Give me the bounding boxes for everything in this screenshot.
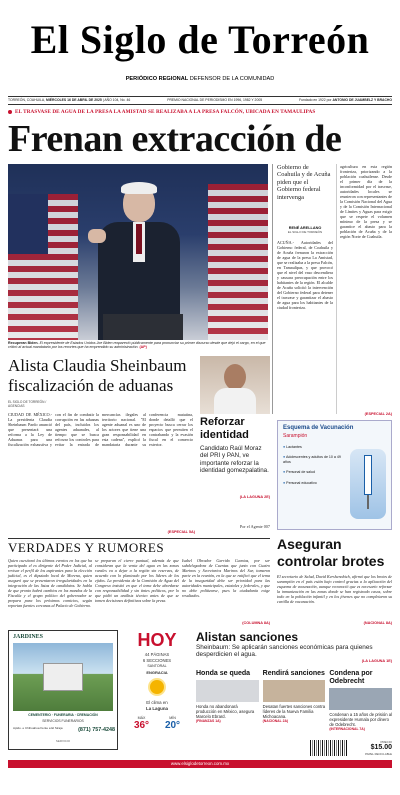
verdades-col-1: Quien cuestionó los últimos eventos en los que ha participado el ex dirigente del Poder Judicial, al revisar el perfil de los aspirantes para la elección judicial, es el diputado local de Morena, quien aseguró que se presentaron irregularidades en la integración de las listas de candidatos. Se habla de que pronto habrá cambios en los mandos de la Fiscalía y el grupo político del gobernador se prepara para los próximos comicios, según reportan fuentes cercanas al Palacio de Gobierno.	[8, 558, 92, 608]
reforzar-body: Candidato Raúl Moraz del PRI y PAN, ve importante reforzar la identidad gomezpalatina.	[200, 445, 269, 475]
sanciones-box	[196, 630, 392, 666]
dateline-edition: AÑO 104, No. 46	[104, 98, 131, 102]
teasers-row	[196, 670, 392, 748]
photo-caption	[8, 341, 268, 353]
lead-body-1: ACUÑA.- Autoridades del Gobierno federal, de Coahuila y de Acuña frenaron la extracción de agua de la presa La Amistad, que se realizaba a la presa Falcón, en Tamaulipas, y que provocó que el nivel del vaso descendiera y causara preocupación entre los habitantes de la región. El alcalde de Acuña solicitó la intervención del Gobierno federal para detener el trasvase y garantizar el abasto de agua para los habitantes de la ciudad fronteriza.	[277, 240, 333, 310]
vacunacion-item: ● Adolescentes y adultos de 10 a 49 años	[283, 455, 341, 464]
sanciones-jump: (LA LAGUNA 1E)	[361, 658, 392, 663]
seguridad-jump: (NACIONAL 8A)	[363, 621, 392, 625]
dateline-founder-prefix: Fundado en 1922 por	[299, 98, 332, 102]
barcode-icon	[310, 740, 348, 756]
lead-byline: RENÉ ARELLANO	[288, 226, 322, 230]
teaser-body: Desatan fuertes sanciones contra líderes de la Nueva Familia Michoacana.	[262, 704, 326, 719]
vacunacion-box	[277, 420, 392, 530]
vaccine-illustration-icon	[350, 449, 386, 519]
sheinbaum-jump: (ESPECIAL 5A)	[167, 530, 195, 534]
footer-url[interactable]: www.elsiglodetorreon.com.mx	[170, 761, 230, 766]
hoy-max-value: 36°	[133, 720, 150, 731]
ad-jardines-line2: SERVICIOS FUNERARIOS	[42, 719, 84, 723]
hoy-weather-label: El clima en	[146, 700, 168, 705]
teaser-image	[263, 680, 326, 702]
biden-photo	[8, 164, 268, 340]
main-headline: Frenan extracción de	[8, 118, 342, 160]
dateline-founder	[299, 97, 392, 104]
masthead-subtitle	[0, 76, 400, 82]
lead-col-divider	[336, 164, 337, 414]
sheinbaum-body-text: CIUDAD DE MÉXICO.- La presidenta Claudia Sheinbaum Pardo anunció que presentará una reforma a la Ley de Aduanas para una fiscalización exhaustiva y con el fin de combatir la corrupción en las aduanas del país, incluidos los agentes aduanales, al tiempo que se busca reforzar los controles para evitar la entrada de mercancías ilegales al territorio nacional. "El agente aduanal es uno de los actores que tiene una gran responsabilidad en esta cadena", explicó la mandataria durante su conferencia matutina, donde detalló que el proyecto busca cerrar los espacios que permiten el contrabando y la evasión fiscal en el comercio exterior.	[8, 412, 193, 447]
ad-jardines-image	[13, 643, 113, 711]
hoy-saint: ENGRACIA	[146, 670, 168, 675]
podium	[103, 314, 183, 340]
kicker	[8, 107, 392, 117]
hoy-min	[165, 716, 180, 731]
flag-stars-left	[8, 194, 48, 254]
sheinbaum-byline: EL SIGLO DE TORREÓN / AGENCIAS	[8, 400, 47, 408]
photo-caption-bold: Recuperan Biden.	[8, 341, 39, 345]
price-note: PAPEL RECICLABLE	[365, 752, 392, 756]
footer-bar	[8, 760, 392, 768]
verdades-top-rule	[8, 538, 270, 539]
dateline	[8, 97, 392, 104]
price-box	[352, 740, 392, 758]
lead-divider	[272, 164, 273, 414]
hoy-note: SANTORAL	[147, 664, 167, 668]
kicker-text: EL TRASVASE DE AGUA DE LA PRESA LA AMISTAD SE REALIZABA A LA PRESA FALCÓN, UBICADA EN TAMAULIPAS	[15, 109, 316, 115]
reforzar-jump: (LA LAGUNA 2E)	[239, 495, 270, 499]
teaser-body: Honda no abandonará producción en México, asegura Marcelo Ebrard.	[196, 704, 255, 719]
kicker-bullet-icon	[8, 110, 12, 114]
ad-jardines-line1: CEMENTERIO · FUNERARIA · CREMACIÓN	[28, 713, 98, 717]
verdades-col-3: Isabel Obrador Garrido Cuentas, por ser subdelegadora de Cuentas que junto con Cuatro Marinos y Secretarios Marinos del Sur, tomaron parte en la reunión, en la que se ratificó que el tema de la inseguridad debe ser prioridad para las autoridades municipales, estatales y federales, y que no debe politizarse, pues la ciudadanía exige resultados.	[182, 558, 270, 598]
sheinbaum-body	[8, 412, 193, 530]
teaser-jump: (FINANZAS 1A)	[196, 719, 221, 723]
masthead	[0, 0, 400, 96]
verdades-jump: (COLUMNA 8A)	[242, 621, 270, 625]
hoy-title: HOY	[137, 630, 177, 650]
reforzar-credit: Por el Agente 007	[239, 524, 270, 529]
sanciones-body: Sheinbaum: Se aplicarán sanciones económicas para quienes desperdicien el agua.	[196, 644, 373, 659]
lead-body-2: agricultura en esta región fronteriza, priorizando a la población coahuilense. Desde el primer día de la inconformidad por el trasvase, autoridades locales se reunieron con representantes de la Comisión Nacional del Agua y de la Comisión Internacional de Límites y Aguas para exigir que se respete el volumen mínimo de la presa y se garantice el abasto para la población de Acuña y de la región Norte de Coahuila.	[340, 164, 392, 239]
ad-jardines-extra: SERVICIO	[55, 739, 71, 743]
teaser-title: Condena por Odebrecht	[329, 670, 373, 685]
dateline-prize: PREMIO NACIONAL DE PERIODISMO EN 1996, 1982 Y 2005	[167, 98, 263, 102]
teaser-odebrecht[interactable]	[329, 670, 392, 748]
hoy-temps	[126, 716, 188, 731]
teaser-jump: (INTERNACIONAL 7A)	[329, 727, 365, 731]
teaser-honda[interactable]	[196, 670, 259, 748]
dateline-bottom-rule	[8, 104, 392, 105]
dateline-founder-name: ANTONIO DE JUAMBELZ Y BRACHO	[332, 98, 392, 102]
vacunacion-item: ● Lactantes	[283, 445, 302, 449]
lead-byline-role: EL SIGLO DE TORREÓN	[287, 230, 323, 234]
sanciones-headline: Alistan sanciones	[196, 630, 299, 644]
vacunacion-subtitle: Sarampión	[283, 433, 308, 439]
masthead-subtitle-rest: DEFENSOR DE LA COMUNIDAD	[189, 76, 275, 82]
photo-caption-text: El expresidente de Estados Unidos Joe Biden reapareció públicamente para pronunciar su primer discurso desde que dejó el cargo, en el que criticó al actual mandatario por los recortes que ha emprendido su administración.	[8, 341, 266, 350]
hoy-weather-place: La Laguna	[146, 706, 168, 711]
vacunacion-item: ● Personal de salud	[283, 470, 315, 475]
vacunacion-item: ● Personal educativo	[283, 480, 317, 485]
teaser-sanciones[interactable]	[263, 670, 326, 748]
seguridad-body: El secretario de Salud, David Kershenobich, afirmó que los brotes de sarampión en el país están bajo control gracias a la aplicación del esquema de vacunación, aunque reconoció que es necesario reforzar la inmunización en las zonas donde se han registrado casos, sobre todo en la población infantil y en los jóvenes que no completaron su cartilla de vacunación.	[277, 574, 392, 604]
seguridad-headline: Aseguran controlar brotes	[277, 536, 385, 569]
teaser-image	[196, 680, 259, 702]
teaser-image	[329, 688, 392, 710]
teaser-title: Rendirá sanciones	[262, 670, 325, 677]
ad-jardines-phone: (871) 757-4248	[78, 727, 115, 733]
teaser-title: Honda se queda	[196, 670, 251, 677]
hoy-box	[124, 630, 190, 750]
hoy-min-label: MÍN	[169, 716, 176, 720]
verdades-col-2: se preparan el cierre puntual, además de que consideran que la venta del agua en las zonas rurales va a dejar a la región sin reservas, de acuerdo con lo planteado por los líderes de los ejidos. La presidenta de la Comisión de Agua del Congreso insistió en que el tema debe abordarse con responsabilidad y sin tintes políticos, por lo que pidió un análisis técnico antes de que se tomen decisiones definitivas sobre la presa.	[95, 558, 179, 603]
masthead-title: El Siglo de Torreón	[30, 17, 370, 62]
flag-right	[208, 184, 268, 340]
lead-deck: Gobierno de Coahuila y de Acuña piden que el Gobierno federal intervenga	[277, 164, 331, 201]
dateline-place: TORREÓN, COAHUILA,	[8, 98, 46, 102]
hoy-max	[134, 716, 149, 731]
ad-jardines	[8, 630, 118, 750]
ad-jardines-title: JARDINES	[13, 634, 44, 640]
hoy-max-label: MÁX	[137, 716, 146, 720]
teaser-jump: (NACIONAL 2A)	[262, 719, 289, 723]
price-label: PRECIO	[380, 740, 392, 744]
weather-icon	[150, 680, 164, 694]
lead-byline-block	[277, 226, 333, 238]
lead-jump: (ESPECIAL 2A)	[364, 412, 392, 416]
reforzar-photo	[200, 356, 270, 414]
dateline-date: MIÉRCOLES 16 DE ABRIL DE 2025	[46, 98, 102, 102]
hoy-min-value: 20°	[164, 720, 181, 731]
ad-jardines-address: Aptdo. e Chihuahua frente a El Siraja	[13, 726, 63, 730]
dateline-sep: |	[102, 98, 105, 102]
teaser-body: Condenan a 15 años de prisión al expresidente Humala por dinero de Odebrecht.	[329, 712, 392, 727]
photo-credit: (AP)	[139, 345, 147, 350]
vacunacion-title: Esquema de Vacunación	[283, 425, 354, 431]
dateline-left	[8, 97, 130, 104]
reforzar-headline: Reforzar identidad	[200, 416, 249, 441]
hoy-pages: 44 PÁGINAS	[144, 652, 170, 657]
hoy-sections: 6 SECCIONES	[142, 658, 172, 663]
masthead-subtitle-bold: PERIÓDICO REGIONAL	[125, 76, 189, 82]
sheinbaum-headline: Alista Claudia Sheinbaum fiscalización de aduanas	[8, 356, 187, 395]
vacunacion-list	[283, 445, 343, 491]
verdades-title: VERDADES Y RUMORES	[8, 540, 165, 555]
price-value: $15.00	[370, 744, 392, 751]
